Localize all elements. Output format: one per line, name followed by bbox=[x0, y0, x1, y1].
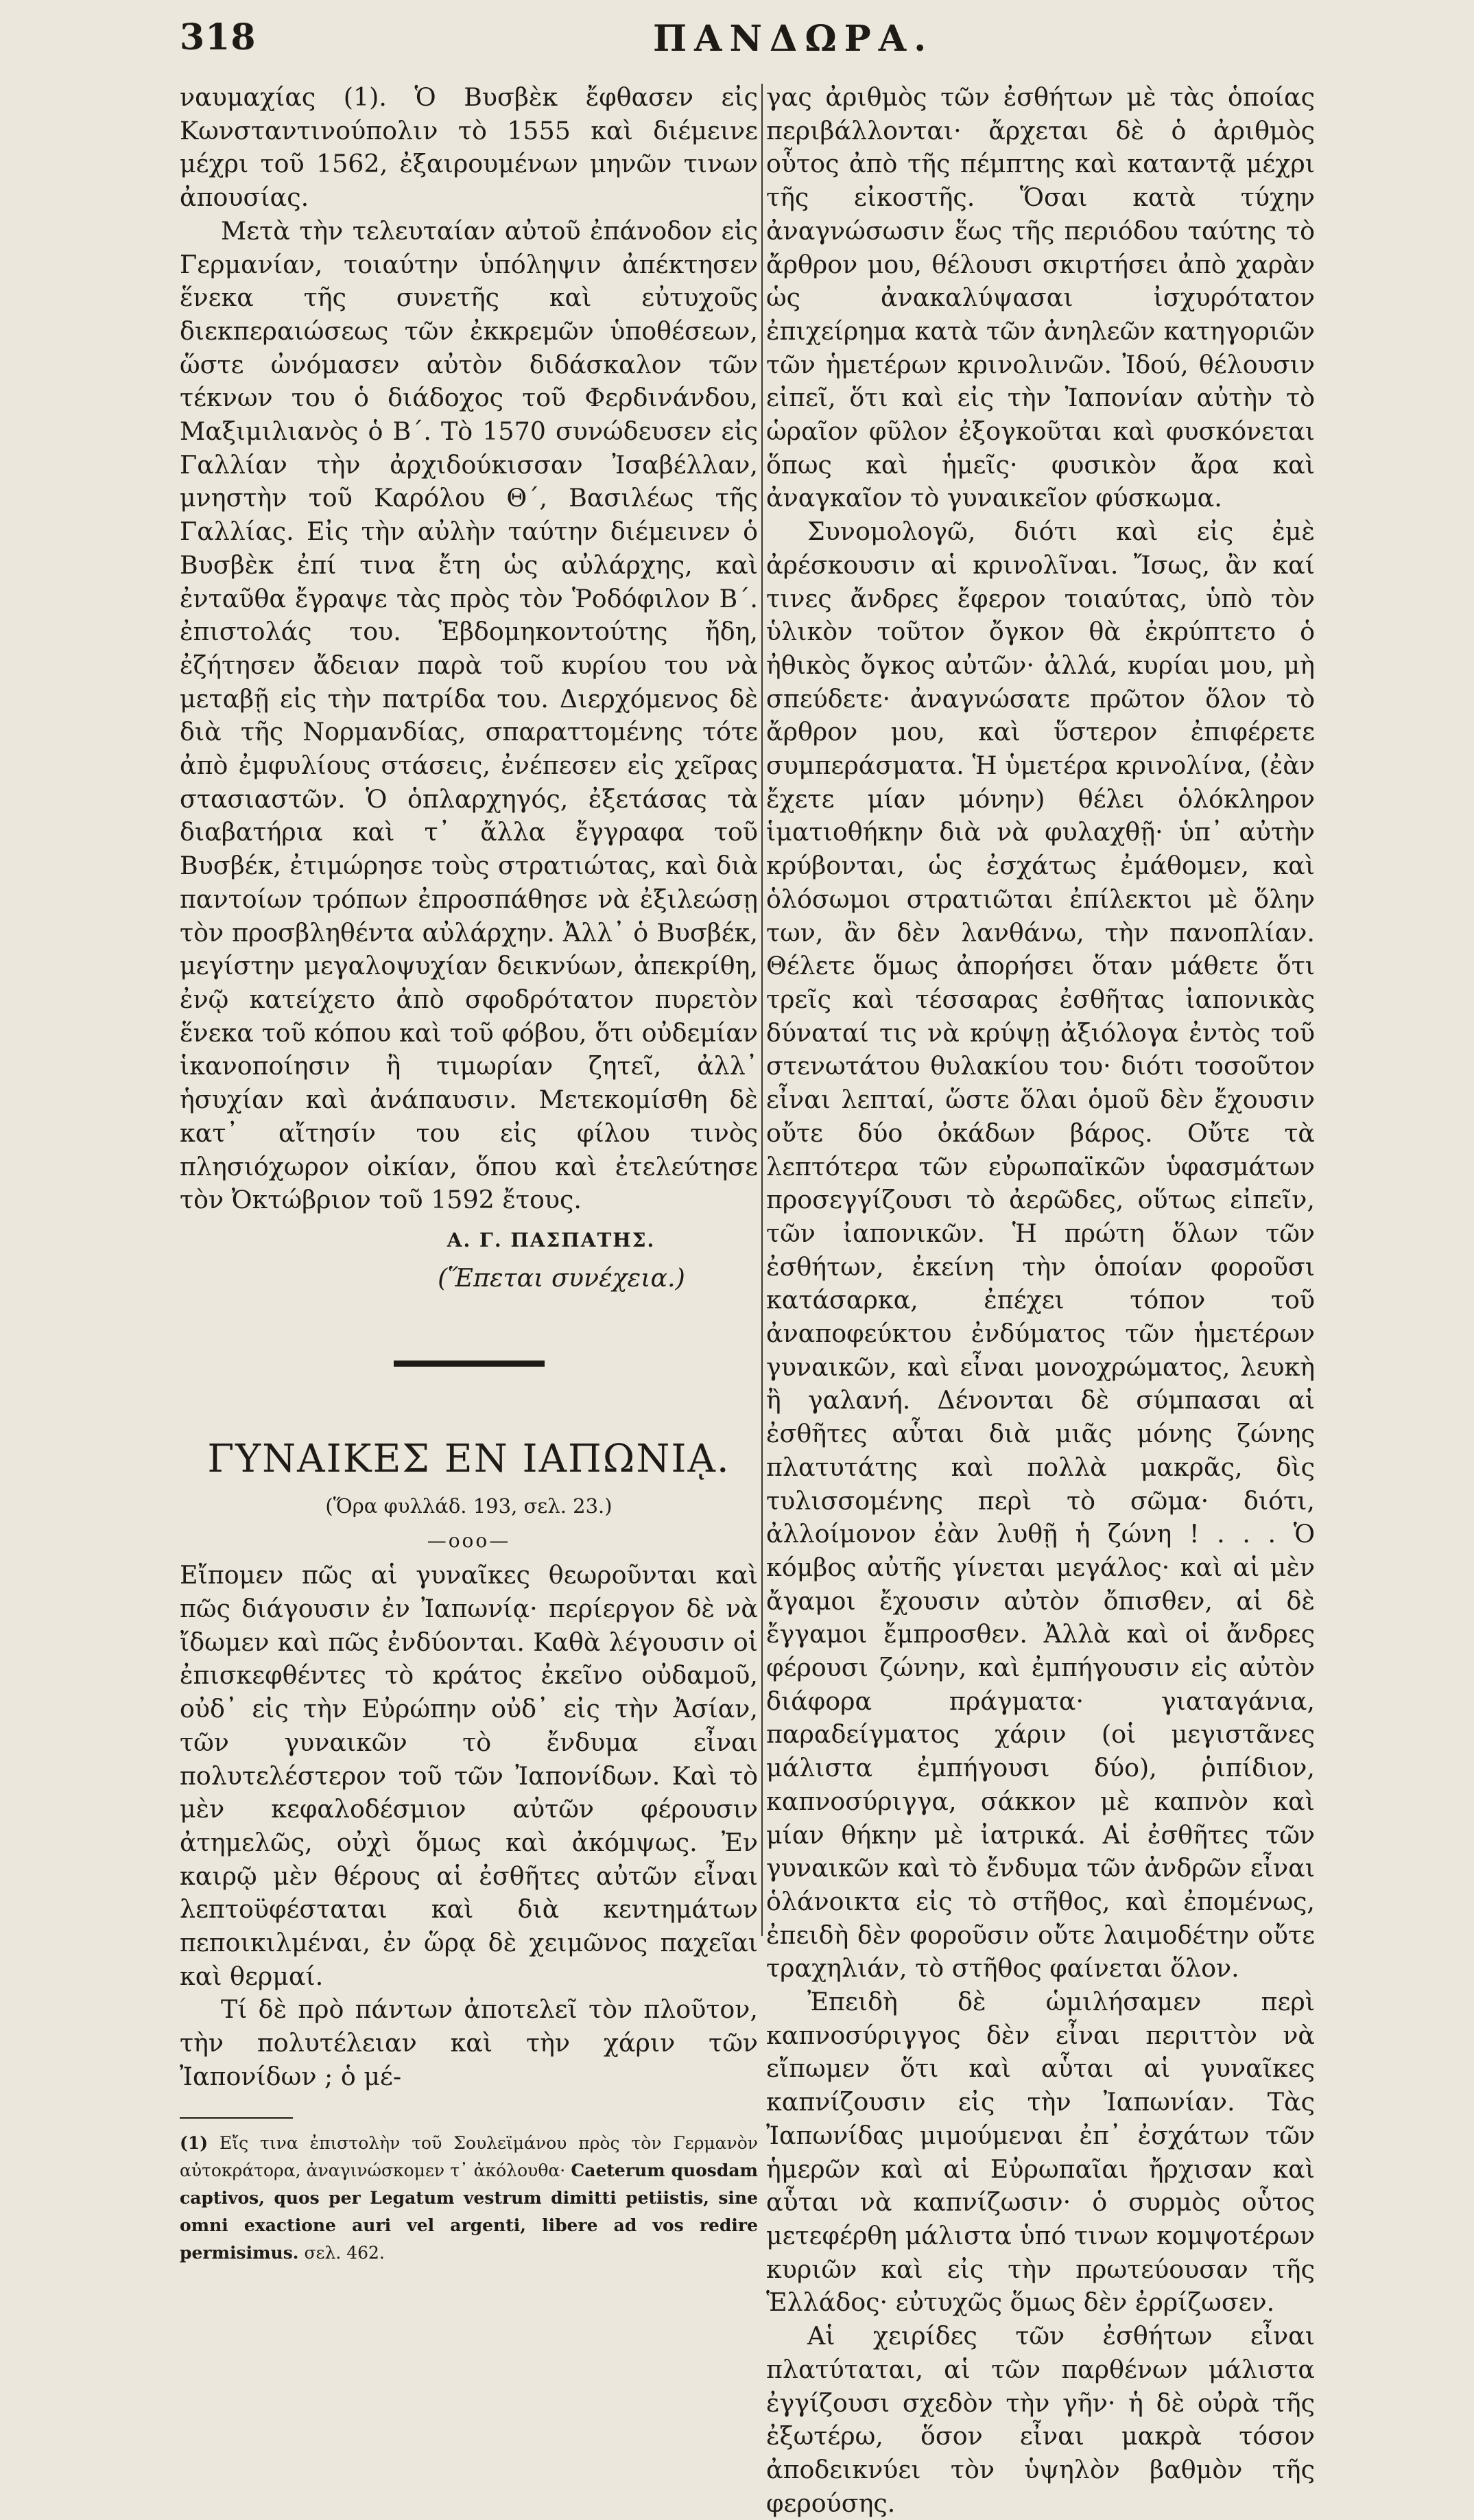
article-paragraph: γας ἀριθμὸς τῶν ἐσθήτων μὲ τὰς ὁποίας περιβάλλονται· ἄρχεται δὲ ὁ ἀριθμὸς οὗτος ἀπὸ τῆς πέμπτης καὶ καταντᾷ μέχρι τῆς εἰκοστῆς. Ὅσαι κατὰ τύχην ἀναγνώσωσιν ἕως τῆς περιόδου ταύτης τὸ ἄρθρον μου, θέλουσι σκιρτήσει ἀπὸ χαρὰν ὡς ἀνακαλύψασαι ἰσχυρότατον ἐπιχείρημα κατὰ τῶν ἀνηλεῶν κατηγοριῶν τῶν ἡμετέρων κρινολινῶν. Ἰδού, θέλουσιν εἰπεῖ, ὅτι καὶ εἰς τὴν Ἰαπονίαν αὐτὴν τὸ ὡραῖον φῦλον ἐξογκοῦται καὶ φυσκόνεται ὅπως καὶ ἡμεῖς· φυσικὸν ἄρα καὶ ἀναγκαῖον τὸ γυναικεῖον φύσκωμα. bbox=[766, 82, 1315, 513]
author-signature: Α. Γ. ΠΑΣΠΑΤΗΣ. bbox=[447, 1228, 656, 1251]
article-paragraph: ναυμαχίας (1). Ὁ Βυσβὲκ ἔφθασεν εἰς Κωνσταντινούπολιν τὸ 1555 καὶ διέμεινε μέχρι τοῦ 1562, ἐξαιρουμένων μηνῶν τινων ἀπουσίας. bbox=[180, 82, 758, 213]
right-column bbox=[766, 81, 1315, 2520]
article-paragraph: Συνομολογῶ, διότι καὶ εἰς ἐμὲ ἀρέσκουσιν αἱ κρινολῖναι. Ἴσως, ἂν καί τινες ἄνδρες ἔφερον τοιαύτας, ὑπὸ τὸν ὑλικὸν τοῦτον ὄγκον θὰ ἐκρύπτετο ὁ ἠθικὸς ὄγκος αὐτῶν· ἀλλά, κυρίαι μου, μὴ σπεύδετε· ἀναγνώσατε πρῶτον ὅλον τὸ ἄρθρον μου, καὶ ὕστερον ἐπιφέρετε συμπεράσματα. Ἡ ὑμετέρα κρινολίνα, (ἐὰν ἔχετε μίαν μόνην) θέλει ὁλόκληρον ἱματιοθήκην διὰ νὰ φυλαχθῇ· ὑπ᾽ αὐτὴν κρύβονται, ὡς ἐσχάτως ἐμάθομεν, καὶ ὁλόσωμοι στρατιῶται ἐπίλεκτοι μὲ ὅλην των, ἂν δὲν λανθάνω, τὴν πανοπλίαν. Θέλετε ὅμως ἀπορήσει ὅταν μάθετε ὅτι τρεῖς καὶ τέσσαρας ἐσθῆτας ἰαπονικὰς δύναταί τις νὰ κρύψῃ ἀξιόλογα ἐντὸς τοῦ στενωτάτου θυλακίου του· διότι τοσοῦτον εἶναι λεπταί, ὥστε ὅλαι ὁμοῦ δὲν ἔχουσιν οὔτε δύο ὀκάδων βάρος. Οὔτε τὰ λεπτότερα τῶν εὐρωπαϊκῶν ὑφασμάτων προσεγγίζουσι τὸ ἀερῶδες, οὕτως εἰπεῖν, τῶν ἰαπονικῶν. Ἡ πρώτη ὅλων τῶν ἐσθήτων, ἐκείνη τὴν ὁποίαν φοροῦσι κατάσαρκα, ἐπέχει τόπον τοῦ ἀναποφεύκτου ἐνδύματος τῶν ἡμετέρων γυναικῶν, καὶ εἶναι μονοχρώματος, λευκὴ ἢ γαλανή. Δένονται δὲ σύμπασαι αἱ ἐσθῆτες αὗται διὰ μιᾶς μόνης ζώνης πλατυτάτης καὶ πολλὰ μακρᾶς, δὶς τυλισσομένης περὶ τὸ σῶμα· διότι, ἀλλοίμονον ἐὰν λυθῇ ἡ ζώνη ! . . . Ὁ κόμβος αὐτῆς γίνεται μεγάλος· καὶ αἱ μὲν ἄγαμοι ἔχουσιν αὐτὸν ὄπισθεν, αἱ δὲ ἔγγαμοι ἔμπροσθεν. Ἀλλὰ καὶ οἱ ἄνδρες φέρουσι ζώνην, καὶ ἐμπήγουσιν εἰς αὐτὸν διάφορα πράγματα· γιαταγάνια, παραδείγματος χάριν (οἱ μεγιστᾶνες μάλιστα ἐμπήγουσι δύο), ῥιπίδιον, καπνοσύριγγα, σάκκον μὲ καπνὸν καὶ μίαν θήκην μὲ ἰατρικά. Αἱ ἐσθῆτες τῶν γυναικῶν καὶ τὸ ἔνδυμα τῶν ἀνδρῶν εἶναι ὁλάνοικτα εἰς τὸ στῆθος, καὶ ἐπομένως, ἐπειδὴ δὲν φοροῦσιν οὔτε λαιμοδέτην οὔτε τραχηλιάν, τὸ στῆθος φαίνεται ὅλον. bbox=[766, 517, 1315, 1983]
footnote-divider bbox=[180, 2117, 293, 2119]
column-divider bbox=[761, 84, 763, 1936]
footnote-number: (1) bbox=[180, 2132, 209, 2153]
article-title: ΓΥΝΑΙΚΕΣ ΕΝ ΙΑΠΩΝΙᾼ. bbox=[207, 1437, 730, 1482]
article-paragraph: Αἱ χειρίδες τῶν ἐσθήτων εἶναι πλατύταται, αἱ τῶν παρθένων μάλιστα ἐγγίζουσι σχεδὸν τὴν γῆν· ἡ δὲ οὐρὰ τῆς ἐξωτέρω, ὅσον εἶναι μακρὰ τόσον ἀποδεικνύει τὸν ὑψηλὸν βαθμὸν τῆς φερούσης. bbox=[766, 2321, 1315, 2518]
article-subtitle: (Ὅρα φυλλάδ. 193, σελ. 23.) bbox=[325, 1494, 613, 1518]
footnote bbox=[180, 2130, 758, 2267]
left-column bbox=[180, 81, 758, 2267]
article-paragraph: Τί δὲ πρὸ πάντων ἀποτελεῖ τὸν πλοῦτον, τὴν πολυτέλειαν καὶ τὴν χάριν τῶν Ἰαπονίδων ; ὁ μέ- bbox=[180, 1994, 758, 2091]
section-divider bbox=[394, 1361, 545, 1367]
ornament: —ooo— bbox=[427, 1529, 511, 1553]
page-number: 318 bbox=[180, 16, 257, 58]
article-paragraph: Ἐπειδὴ δὲ ὡμιλήσαμεν περὶ καπνοσύριγγος δὲν εἶναι περιττὸν νὰ εἴπωμεν ὅτι καὶ αὗται αἱ γυναῖκες καπνίζουσιν εἰς τὴν Ἰαπωνίαν. Τὰς Ἰαπωνίδας μιμούμεναι ἐπ᾽ ἐσχάτων τῶν ἡμερῶν καὶ αἱ Εὐρωπαῖαι ἤρχισαν καὶ αὗται νὰ καπνίζωσιν· ὁ συρμὸς οὗτος μετεφέρθη μάλιστα ὑπό τινων κομψοτέρων κυριῶν καὶ εἰς τὴν πρωτεύουσαν τῆς Ἑλλάδος· εὐτυχῶς ὅμως δὲν ἐρρίζωσεν. bbox=[766, 1987, 1315, 2318]
footnote-reference: σελ. 462. bbox=[304, 2242, 385, 2263]
running-head bbox=[180, 16, 1380, 78]
footnote-latin-text: Caeterum quosdam captivos, quos per Legatum vestrum dimitti petiistis, sine omni exactione auri vel argenti, libere ad vos redire permisimus. bbox=[180, 2160, 759, 2263]
continued-note: (Ἕπεται συνέχεια.) bbox=[438, 1262, 685, 1293]
journal-title: ΠΑΝΔΩΡΑ. bbox=[653, 18, 934, 60]
article-paragraph: Εἴπομεν πῶς αἱ γυναῖκες θεωροῦνται καὶ πῶς διάγουσιν ἐν Ἰαπωνίᾳ· περίεργον δὲ νὰ ἴδωμεν καὶ πῶς ἐνδύονται. Καθὰ λέγουσιν οἱ ἐπισκεφθέντες τὸ κράτος ἐκεῖνο οὐδαμοῦ, οὐδ᾽ εἰς τὴν Εὐρώπην οὐδ᾽ εἰς τὴν Ἀσίαν, τῶν γυναικῶν τὸ ἔνδυμα εἶναι πολυτελέστερον τοῦ τῶν Ἰαπονίδων. Καὶ τὸ μὲν κεφαλοδέσμιον αὐτῶν φέρουσιν ἀτημελῶς, οὐχὶ ὅμως καὶ ἀκόμψως. Ἐν καιρῷ μὲν θέρους αἱ ἐσθῆτες αὐτῶν εἶναι λεπτοϋφέσταται καὶ διὰ κεντημάτων πεποικιλμέναι, ἐν ὥρᾳ δὲ χειμῶνος παχεῖαι καὶ θερμαί. bbox=[180, 1560, 758, 1991]
article-paragraph: Μετὰ τὴν τελευταίαν αὐτοῦ ἐπάνοδον εἰς Γερμανίαν, τοιαύτην ὑπόληψιν ἀπέκτησεν ἕνεκα τῆς συνετῆς καὶ εὐτυχοῦς διεκπεραιώσεως τῶν ἐκκρεμῶν ὑποθέσεων, ὥστε ὠνόμασεν αὐτὸν διδάσκαλον τῶν τέκνων του ὁ διάδοχος τοῦ Φερδινάνδου, Μαξιμιλιανὸς ὁ Β΄. Τὸ 1570 συνώδευσεν εἰς Γαλλίαν τὴν ἀρχιδούκισσαν Ἰσαβέλλαν, μνηστὴν τοῦ Καρόλου Θ΄, Βασιλέως τῆς Γαλλίας. Εἰς τὴν αὐλὴν ταύτην διέμεινεν ὁ Βυσβὲκ ἐπί τινα ἔτη ὡς αὐλάρχης, καὶ ἐνταῦθα ἔγραψε τὰς πρὸς τὸν Ῥοδόφιλον Β΄. ἐπιστολάς του. Ἑβδομηκοντούτης ἤδη, ἐζήτησεν ἄδειαν παρὰ τοῦ κυρίου του νὰ μεταβῇ εἰς τὴν πατρίδα του. Διερχόμενος δὲ διὰ τῆς Νορμανδίας, σπαραττομένης τότε ἀπὸ ἐμφυλίους στάσεις, ἐνέπεσεν εἰς χεῖρας στασιαστῶν. Ὁ ὁπλαρχηγός, ἐξετάσας τὰ διαβατήρια καὶ τ᾽ ἄλλα ἔγγραφα τοῦ Βυσβέκ, ἐτιμώρησε τοὺς στρατιώτας, καὶ διὰ παντοίων τρόπων ἐπροσπάθησε νὰ ἐξιλεώσῃ τὸν προσβληθέντα αὐλάρχην. Ἀλλ᾽ ὁ Βυσβέκ, μεγίστην μεγαλοψυχίαν δεικνύων, ἀπεκρίθη, ἐνῷ κατείχετο ἀπὸ σφοδρότατον πυρετὸν ἕνεκα τοῦ κόπου καὶ τοῦ φόβου, ὅτι οὐδεμίαν ἱκανοποίησιν ἢ τιμωρίαν ζητεῖ, ἀλλ᾽ ἡσυχίαν καὶ ἀνάπαυσιν. Μετεκομίσθη δὲ κατ᾽ αἴτησίν του εἰς φίλου τινὸς πλησιόχωρον οἰκίαν, ὅπου καὶ ἐτελεύτησε τὸν Ὀκτώβριον τοῦ 1592 ἔτους. bbox=[180, 215, 758, 1215]
footnote-greek-text: Εἴς τινα ἐπιστολὴν τοῦ Σουλεϊμάνου πρὸς τὸν Γερμανὸν αὐτοκράτορα, ἀναγινώσκομεν τ᾽ ἀκόλουθα· bbox=[180, 2132, 758, 2180]
